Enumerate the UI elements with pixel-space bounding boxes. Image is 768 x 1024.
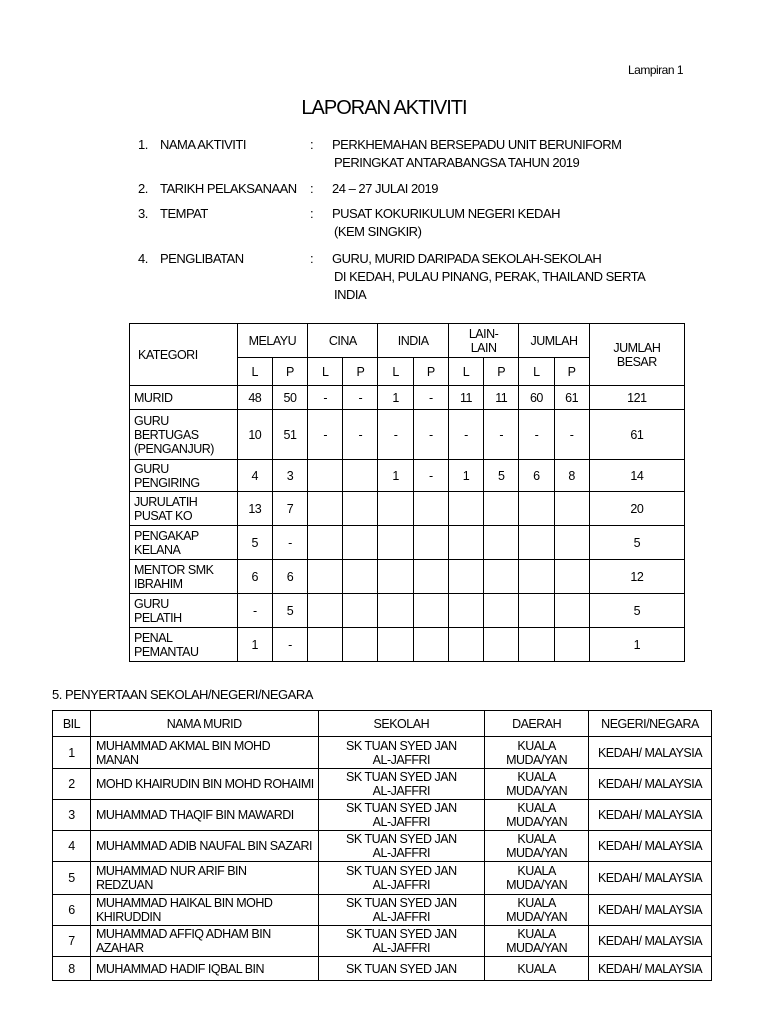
category-line: (PENGANJUR) xyxy=(134,441,214,456)
summary-cell xyxy=(519,560,554,594)
participant-district xyxy=(485,737,589,769)
district-line: MUDA/YAN xyxy=(506,752,568,767)
info-number: 1. xyxy=(138,137,148,152)
summary-cell xyxy=(378,628,413,662)
header-lain-line: LAIN xyxy=(470,340,497,355)
summary-category xyxy=(130,560,238,594)
summary-cell: - xyxy=(272,526,307,560)
summary-cell: 10 xyxy=(237,410,272,460)
info-value xyxy=(332,180,682,198)
school-line: AL-JAFFRI xyxy=(372,878,430,892)
participant-name xyxy=(90,862,318,895)
district-line: KUALA xyxy=(517,961,556,976)
summary-cell xyxy=(484,492,519,526)
header-negeri-negara: NEGERI/NEGARA xyxy=(589,711,712,737)
info-value-line: INDIA xyxy=(334,287,367,302)
district-line: MUDA/YAN xyxy=(506,941,568,955)
participants-header-row xyxy=(53,711,712,737)
subheader-l: L xyxy=(448,358,483,386)
participant-name xyxy=(90,769,318,800)
info-label: TEMPAT xyxy=(160,206,208,221)
school-line: AL-JAFFRI xyxy=(372,910,430,924)
school-line: AL-JAFFRI xyxy=(372,784,430,798)
participant-name xyxy=(90,800,318,831)
report-title: LAPORAN AKTIVITI xyxy=(301,97,467,119)
category-line: MENTOR SMK xyxy=(134,562,214,577)
participant-name xyxy=(90,926,318,957)
participant-bil: 8 xyxy=(53,957,91,981)
name-line: MANAN xyxy=(95,752,139,767)
participant-bil: 5 xyxy=(53,862,91,895)
info-label: PENGLIBATAN xyxy=(160,251,244,266)
summary-cell xyxy=(308,628,343,662)
name-line: REDZUAN xyxy=(95,878,153,892)
school-line: SK TUAN SYED JAN xyxy=(346,927,457,941)
participant-state-country: KEDAH/ MALAYSIA xyxy=(589,769,712,800)
participant-row xyxy=(53,957,712,981)
summary-cell: 4 xyxy=(237,460,272,492)
summary-cell: 6 xyxy=(237,560,272,594)
participant-name xyxy=(90,831,318,862)
summary-table xyxy=(129,323,685,662)
name-line: MUHAMMAD ADIB NAUFAL BIN SAZARI xyxy=(95,839,312,853)
category-line: KELANA xyxy=(134,542,181,557)
summary-row xyxy=(130,492,685,526)
district-line: KUALA xyxy=(517,927,556,941)
info-colon: : xyxy=(310,137,314,152)
school-line: SK TUAN SYED JAN xyxy=(346,770,457,784)
district-line: KUALA xyxy=(517,801,556,815)
school-line: SK TUAN SYED JAN xyxy=(346,832,457,846)
participant-row xyxy=(53,800,712,831)
participant-school xyxy=(318,957,485,981)
summary-cell xyxy=(378,492,413,526)
summary-cell xyxy=(308,526,343,560)
summary-cell: 3 xyxy=(272,460,307,492)
summary-cell: - xyxy=(484,410,519,460)
summary-cell xyxy=(308,560,343,594)
participant-bil: 7 xyxy=(53,926,91,957)
summary-row xyxy=(130,560,685,594)
info-number: 4. xyxy=(138,251,148,266)
attachment-label: Lampiran 1 xyxy=(628,63,684,77)
header-kategori: KATEGORI xyxy=(130,324,238,386)
info-item-activity-name xyxy=(138,136,698,176)
summary-cell: 61 xyxy=(554,386,589,410)
summary-cell: - xyxy=(413,460,448,492)
category-line: PEMANTAU xyxy=(134,644,199,659)
participant-district xyxy=(485,862,589,895)
summary-cell: 5 xyxy=(237,526,272,560)
header-india: INDIA xyxy=(378,324,448,358)
summary-cell xyxy=(378,526,413,560)
header-sekolah: SEKOLAH xyxy=(318,711,485,737)
participant-district xyxy=(485,926,589,957)
summary-cell xyxy=(343,560,378,594)
summary-row xyxy=(130,410,685,460)
summary-table-body xyxy=(130,324,685,662)
name-line: KHIRUDDIN xyxy=(95,910,161,924)
summary-cell: 51 xyxy=(272,410,307,460)
school-line: AL-JAFFRI xyxy=(372,846,430,860)
summary-cell xyxy=(484,594,519,628)
summary-cell xyxy=(484,526,519,560)
category-line: PENGAKAP xyxy=(134,528,199,543)
summary-category xyxy=(130,460,238,492)
school-line: AL-JAFFRI xyxy=(372,752,430,767)
participant-school xyxy=(318,800,485,831)
summary-cell: - xyxy=(554,410,589,460)
participants-table-body xyxy=(53,711,712,981)
summary-cell: - xyxy=(519,410,554,460)
info-label: NAMA AKTIVITI xyxy=(160,137,246,152)
summary-cell: - xyxy=(378,410,413,460)
summary-cell: 7 xyxy=(272,492,307,526)
summary-total: 121 xyxy=(589,386,684,410)
summary-cell: 8 xyxy=(554,460,589,492)
district-line: MUDA/YAN xyxy=(506,784,568,798)
category-line: GURU xyxy=(134,461,169,476)
summary-cell xyxy=(413,628,448,662)
summary-cell xyxy=(343,460,378,492)
district-line: KUALA xyxy=(517,896,556,910)
header-jumlah-besar-line: BESAR xyxy=(616,354,657,369)
summary-category xyxy=(130,410,238,460)
summary-cell: - xyxy=(448,410,483,460)
summary-category xyxy=(130,628,238,662)
category-line: JURULATIH xyxy=(134,494,198,509)
info-item-involvement xyxy=(138,250,698,308)
participant-bil: 2 xyxy=(53,769,91,800)
participant-bil: 3 xyxy=(53,800,91,831)
name-line: MUHAMMAD AKMAL BIN MOHD xyxy=(95,738,271,753)
summary-cell xyxy=(448,526,483,560)
info-number: 2. xyxy=(138,181,148,196)
summary-cell xyxy=(519,492,554,526)
summary-cell: 5 xyxy=(484,460,519,492)
summary-row xyxy=(130,526,685,560)
summary-cell: - xyxy=(343,386,378,410)
summary-header-row xyxy=(130,324,685,358)
participant-state-country: KEDAH/ MALAYSIA xyxy=(589,862,712,895)
participant-school xyxy=(318,862,485,895)
info-value xyxy=(332,250,682,304)
participant-bil: 4 xyxy=(53,831,91,862)
summary-total: 14 xyxy=(589,460,684,492)
school-line: SK TUAN SYED JAN xyxy=(346,864,457,878)
participant-row xyxy=(53,737,712,769)
summary-cell xyxy=(413,594,448,628)
summary-cell: - xyxy=(413,386,448,410)
summary-category xyxy=(130,492,238,526)
summary-cell xyxy=(308,492,343,526)
summary-cell xyxy=(554,628,589,662)
district-line: MUDA/YAN xyxy=(506,910,568,924)
participant-state-country: KEDAH/ MALAYSIA xyxy=(589,737,712,769)
summary-cell: - xyxy=(413,410,448,460)
school-line: SK TUAN SYED JAN xyxy=(346,896,457,910)
summary-total: 5 xyxy=(589,526,684,560)
summary-cell: 11 xyxy=(484,386,519,410)
summary-cell: 11 xyxy=(448,386,483,410)
info-item-venue xyxy=(138,205,698,245)
category-line: PENAL xyxy=(134,630,173,645)
info-value-line: 24 – 27 JULAI 2019 xyxy=(332,181,438,196)
info-value-line: (KEM SINGKIR) xyxy=(334,224,422,239)
info-label: TARIKH PELAKSANAAN xyxy=(160,181,297,196)
summary-cell xyxy=(554,560,589,594)
participant-district xyxy=(485,895,589,926)
summary-cell: 50 xyxy=(272,386,307,410)
subheader-l: L xyxy=(308,358,343,386)
district-line: KUALA xyxy=(517,738,556,753)
summary-cell xyxy=(448,492,483,526)
subheader-p: P xyxy=(272,358,307,386)
category-line: PELATIH xyxy=(134,610,182,625)
summary-cell xyxy=(343,628,378,662)
info-colon: : xyxy=(310,181,314,196)
summary-total: 12 xyxy=(589,560,684,594)
name-line: AZAHAR xyxy=(95,941,144,955)
info-value xyxy=(332,205,682,241)
school-line: SK TUAN SYED JAN xyxy=(346,738,457,753)
summary-cell xyxy=(413,526,448,560)
info-item-date xyxy=(138,180,698,200)
info-value-line: PERKHEMAHAN BERSEPADU UNIT BERUNIFORM xyxy=(332,137,622,152)
summary-cell: 48 xyxy=(237,386,272,410)
info-value xyxy=(332,136,682,172)
summary-cell: 5 xyxy=(272,594,307,628)
summary-cell xyxy=(378,594,413,628)
participant-name xyxy=(90,895,318,926)
header-lain-lain xyxy=(448,324,518,358)
name-line: MUHAMMAD AFFIQ ADHAM BIN xyxy=(95,927,271,941)
summary-cell: - xyxy=(343,410,378,460)
category-line: IBRAHIM xyxy=(134,576,183,591)
category-line: GURU xyxy=(134,596,169,611)
summary-cell xyxy=(554,594,589,628)
info-value-line: DI KEDAH, PULAU PINANG, PERAK, THAILAND SERTA xyxy=(334,269,646,284)
category-line: PENGIRING xyxy=(134,475,200,490)
summary-cell: 1 xyxy=(378,386,413,410)
summary-cell xyxy=(519,526,554,560)
info-number: 3. xyxy=(138,206,148,221)
summary-cell xyxy=(448,594,483,628)
summary-cell: 13 xyxy=(237,492,272,526)
participant-row xyxy=(53,769,712,800)
summary-total: 5 xyxy=(589,594,684,628)
summary-cell xyxy=(413,492,448,526)
summary-cell xyxy=(308,594,343,628)
summary-row xyxy=(130,594,685,628)
header-jumlah-besar xyxy=(589,324,684,386)
header-daerah: DAERAH xyxy=(485,711,589,737)
participants-table xyxy=(52,710,712,981)
subheader-p: P xyxy=(343,358,378,386)
subheader-l: L xyxy=(378,358,413,386)
summary-cell: 1 xyxy=(237,628,272,662)
participant-row xyxy=(53,926,712,957)
summary-cell: - xyxy=(272,628,307,662)
district-line: MUDA/YAN xyxy=(506,878,568,892)
category-line: GURU xyxy=(134,413,169,428)
participant-school xyxy=(318,831,485,862)
participant-district xyxy=(485,957,589,981)
name-line: MUHAMMAD NUR ARIF BIN xyxy=(95,864,247,878)
participant-bil: 6 xyxy=(53,895,91,926)
section-5-title: 5. PENYERTAAN SEKOLAH/NEGERI/NEGARA xyxy=(52,687,313,702)
participant-row xyxy=(53,895,712,926)
summary-cell xyxy=(484,560,519,594)
summary-cell: 1 xyxy=(378,460,413,492)
participant-district xyxy=(485,800,589,831)
participant-row xyxy=(53,862,712,895)
summary-category xyxy=(130,594,238,628)
summary-cell xyxy=(484,628,519,662)
participant-school xyxy=(318,769,485,800)
summary-cell xyxy=(343,526,378,560)
district-line: MUDA/YAN xyxy=(506,846,568,860)
participant-district xyxy=(485,769,589,800)
summary-cell: - xyxy=(308,410,343,460)
participant-name xyxy=(90,957,318,981)
participant-school xyxy=(318,926,485,957)
summary-cell xyxy=(343,492,378,526)
school-line: AL-JAFFRI xyxy=(372,815,430,829)
name-line: MUHAMMAD HAIKAL BIN MOHD xyxy=(95,896,273,910)
summary-cell: - xyxy=(237,594,272,628)
info-value-line: GURU, MURID DARIPADA SEKOLAH-SEKOLAH xyxy=(332,251,602,266)
participant-school xyxy=(318,737,485,769)
header-cina: CINA xyxy=(308,324,378,358)
category-line: PUSAT KO xyxy=(134,508,193,523)
summary-category xyxy=(130,526,238,560)
participant-row xyxy=(53,831,712,862)
info-colon: : xyxy=(310,251,314,266)
name-line: MUHAMMAD THAQIF BIN MAWARDI xyxy=(95,808,294,822)
participant-state-country: KEDAH/ MALAYSIA xyxy=(589,895,712,926)
summary-cell xyxy=(413,560,448,594)
subheader-p: P xyxy=(484,358,519,386)
summary-cell: 60 xyxy=(519,386,554,410)
school-line: SK TUAN SYED JAN xyxy=(346,801,457,815)
summary-row xyxy=(130,460,685,492)
district-line: KUALA xyxy=(517,832,556,846)
participant-bil: 1 xyxy=(53,737,91,769)
summary-cell: 6 xyxy=(272,560,307,594)
participant-state-country: KEDAH/ MALAYSIA xyxy=(589,926,712,957)
header-jumlah: JUMLAH xyxy=(519,324,589,358)
participant-state-country: KEDAH/ MALAYSIA xyxy=(589,831,712,862)
subheader-p: P xyxy=(554,358,589,386)
header-lain-line: LAIN- xyxy=(468,326,499,341)
district-line: MUDA/YAN xyxy=(506,815,568,829)
header-jumlah-besar-line: JUMLAH xyxy=(613,340,661,355)
summary-total: 61 xyxy=(589,410,684,460)
info-value-line: PERINGKAT ANTARABANGSA TAHUN 2019 xyxy=(334,155,580,170)
school-line: AL-JAFFRI xyxy=(372,941,430,955)
subheader-p: P xyxy=(413,358,448,386)
district-line: KUALA xyxy=(517,864,556,878)
summary-cell xyxy=(554,526,589,560)
summary-cell xyxy=(448,560,483,594)
summary-cell: 1 xyxy=(448,460,483,492)
category-line: MURID xyxy=(134,390,173,405)
summary-category xyxy=(130,386,238,410)
participant-school xyxy=(318,895,485,926)
subheader-l: L xyxy=(237,358,272,386)
summary-cell xyxy=(378,560,413,594)
summary-cell xyxy=(519,628,554,662)
summary-cell: - xyxy=(308,386,343,410)
header-nama-murid: NAMA MURID xyxy=(90,711,318,737)
summary-cell: 6 xyxy=(519,460,554,492)
subheader-l: L xyxy=(519,358,554,386)
summary-cell xyxy=(554,492,589,526)
header-bil: BIL xyxy=(53,711,91,737)
summary-cell xyxy=(308,460,343,492)
info-value-line: PUSAT KOKURIKULUM NEGERI KEDAH xyxy=(332,206,560,221)
school-line: SK TUAN SYED JAN xyxy=(346,961,457,976)
category-line: BERTUGAS xyxy=(134,427,199,442)
summary-cell xyxy=(519,594,554,628)
participant-name xyxy=(90,737,318,769)
summary-row xyxy=(130,628,685,662)
summary-cell xyxy=(448,628,483,662)
name-line: MUHAMMAD HADIF IQBAL BIN xyxy=(95,961,265,976)
participant-district xyxy=(485,831,589,862)
summary-total: 1 xyxy=(589,628,684,662)
name-line: MOHD KHAIRUDIN BIN MOHD ROHAIMI xyxy=(95,777,314,791)
summary-cell xyxy=(343,594,378,628)
summary-row xyxy=(130,386,685,410)
header-melayu: MELAYU xyxy=(237,324,307,358)
participant-state-country: KEDAH/ MALAYSIA xyxy=(589,957,712,981)
info-colon: : xyxy=(310,206,314,221)
participant-state-country: KEDAH/ MALAYSIA xyxy=(589,800,712,831)
summary-total: 20 xyxy=(589,492,684,526)
district-line: KUALA xyxy=(517,770,556,784)
